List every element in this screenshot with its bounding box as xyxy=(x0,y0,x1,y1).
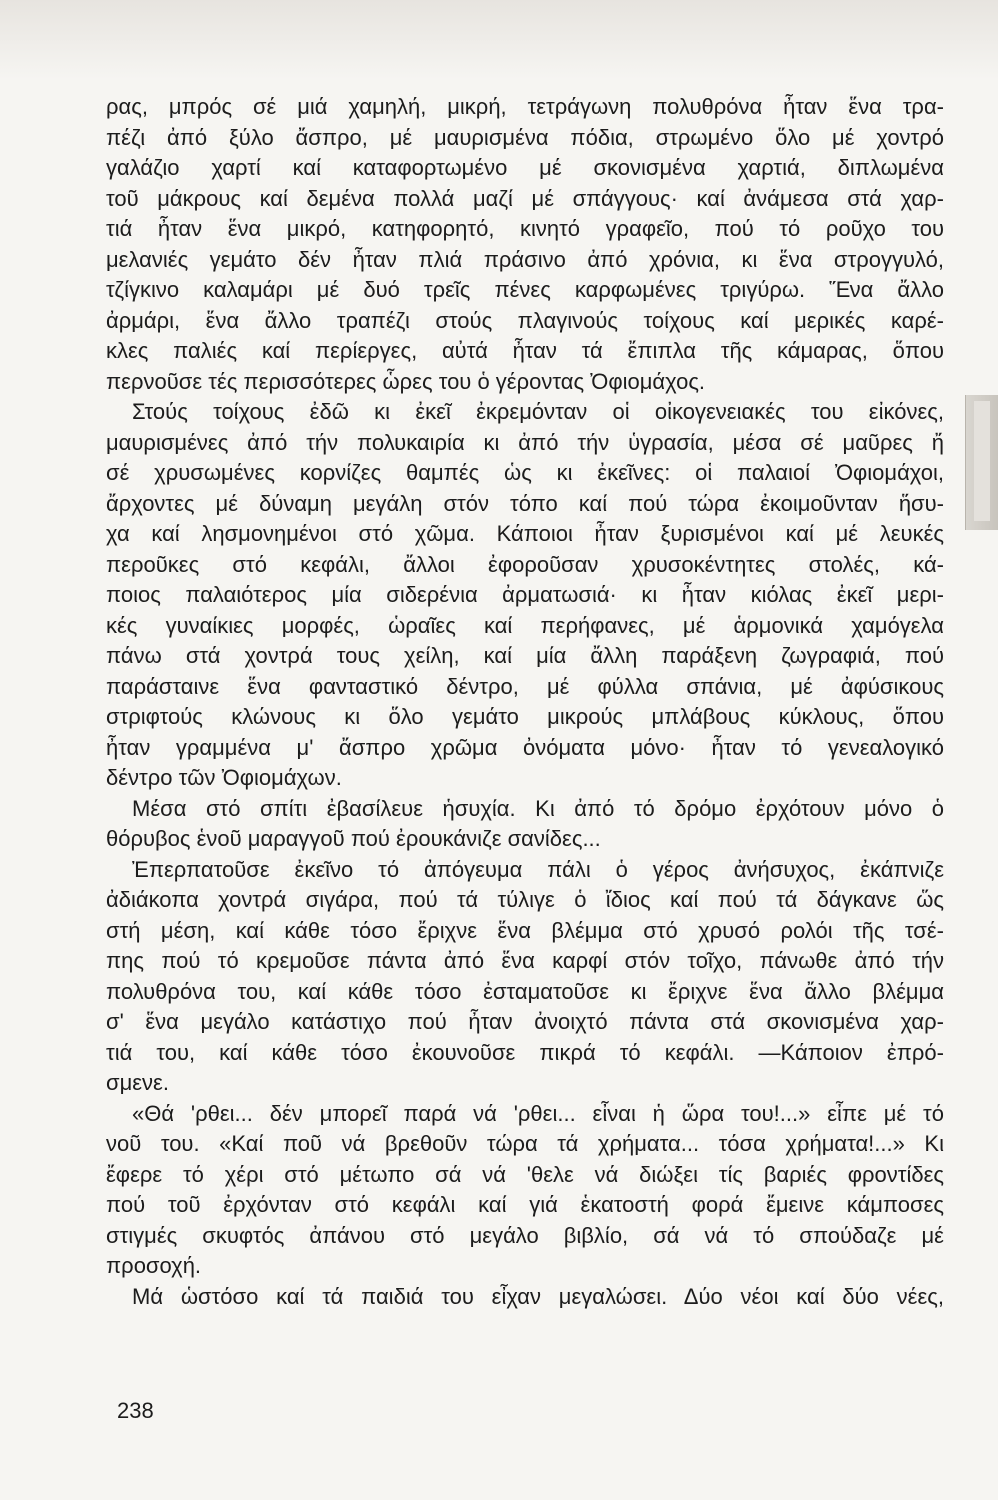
text-line: ἄρχοντες μέ δύναμη μεγάλη στόν τόπο καί πού τώρα ἐκοιμοῦνταν ἥσυ- xyxy=(106,490,944,516)
text-line: στιγμές σκυφτός ἀπάνου στό μεγάλο βιβλίο, σά νά τό σπούδαζε μέ xyxy=(106,1222,944,1248)
text-line: ἀρμάρι, ἕνα ἄλλο τραπέζι στούς πλαγινούς τοίχους καί μερικές καρέ- xyxy=(106,307,944,333)
text-line: παράσταινε ἕνα φανταστικό δέντρο, μέ φύλλα σπάνια, μέ ἀφύσικους xyxy=(106,673,944,699)
text-line: σέ χρυσωμένες κορνίζες θαμπές ὡς κι ἐκεῖνες: οἱ παλαιοί Ὀφιομάχοι, xyxy=(106,460,944,485)
text-line: σμενε. xyxy=(106,1070,169,1095)
text-line: θόρυβος ἑνοῦ μαραγγοῦ πού ἐρουκάνιζε σανίδες... xyxy=(106,826,601,851)
text-line: ρας, μπρός σέ μιά χαμηλή, μικρή, τετράγωνη πολυθρόνα ἦταν ἕνα τρα- xyxy=(106,94,944,119)
text-line: ἔφερε τό χέρι στό μέτωπο σά νά 'θελε νά διώξει τίς βαριές φροντίδες xyxy=(106,1161,944,1187)
text-line: μαυρισμένες ἀπό τήν πολυκαιρία κι ἀπό τήν ὑγρασία, μέσα σέ μαῦρες ἤ xyxy=(106,429,944,455)
text-line: περνοῦσε τές περισσότερες ὧρες του ὁ γέροντας Ὀφιομάχος. xyxy=(106,368,706,394)
text-line: στή μέση, καί κάθε τόσο ἔριχνε ἕνα βλέμμα στό χρυσό ρολόι τῆς τσέ- xyxy=(106,917,944,943)
text-line: μελανιές γεμάτο δέν ἦταν πλιά πράσινο ἀπό χρόνια, κι ἕνα στρογγυλό, xyxy=(106,246,944,272)
text-line: δέντρο τῶν Ὀφιομάχων. xyxy=(106,765,342,790)
text-line: κές γυναίκιες μορφές, ὡραῖες καί περήφανες, μέ ἁρμονικά χαμόγελα xyxy=(106,612,944,638)
text-line: τζίγκινο καλαμάρι μέ δυό τρεῖς πένες καρφωμένες τριγύρω. Ἕνα ἄλλο xyxy=(106,277,944,302)
text-line: σ' ἕνα μεγάλο κατάστιχο πού ἦταν ἀνοιχτό πάντα στά σκονισμένα χαρ- xyxy=(106,1009,944,1034)
text-line: τιά ἦταν ἕνα μικρό, κατηφορητό, κινητό γραφεῖο, πού τό ροῦχο του xyxy=(106,216,944,241)
text-line: ποιος παλαιότερος μία σιδερένια ἀρματωσιά· κι ἦταν κιόλας ἐκεῖ μερι- xyxy=(106,582,944,607)
text-line: πέζι ἀπό ξύλο ἄσπρο, μέ μαυρισμένα πόδια, στρωμένο ὅλο μέ χοντρό xyxy=(106,124,944,150)
text-line: πης πού τό κρεμοῦσε πάντα ἀπό ἕνα καρφί στόν τοῖχο, πάνωθε ἀπό τήν xyxy=(106,948,944,973)
text-line: προσοχή. xyxy=(106,1253,202,1278)
text-line: Στούς τοίχους ἐδῶ κι ἐκεῖ ἐκρεμόνταν οἱ οἰκογενειακές του εἰκόνες, xyxy=(132,399,944,424)
text-line: Ἐπερπατοῦσε ἐκεῖνο τό ἀπόγευμα πάλι ὁ γέρος ἀνήσυχος, ἐκάπνιζε xyxy=(132,856,944,882)
text-line: τιά του, καί κάθε τόσο ἐκουνοῦσε πικρά τό κεφάλι. —Κάποιον ἐπρό- xyxy=(106,1039,944,1065)
text-line: πολυθρόνα του, καί κάθε τόσο ἐσταματοῦσε κι ἔριχνε ἕνα ἄλλο βλέμμα xyxy=(106,978,944,1004)
text-line: «Θά 'ρθει... δέν μπορεῖ παρά νά 'ρθει... εἶναι ἡ ὥρα του!...» εἶπε μέ τό xyxy=(132,1100,944,1126)
text-line: ἀδιάκοπα χοντρά σιγάρα, πού τά τύλιγε ὁ ἴδιος καί πού τά δάγκανε ὥς xyxy=(106,887,944,912)
text-line: πάνω στά χοντρά τους χείλη, καί μία ἄλλη παράξενη ζωγραφιά, πού xyxy=(106,643,944,668)
text-line: ἦταν γραμμένα μ' ἄσπρο χρῶμα ὀνόματα μόνο· ἦταν τό γενεαλογικό xyxy=(106,734,944,760)
show-through-shadow xyxy=(0,0,998,80)
page-number: 238 xyxy=(117,1398,154,1423)
text-line: Μά ὡστόσο καί τά παιδιά του εἶχαν μεγαλώσει. Δύο νέοι καί δύο νέες, xyxy=(132,1283,944,1309)
text-line: στριφτούς κλώνους κι ὅλο γεμάτο μικρούς μπλάβους κύκλους, ὅπου xyxy=(106,704,944,729)
text-line: κλες παλιές καί περίεργες, αὐτά ἦταν τά ἔπιπλα τῆς κάμαρας, ὅπου xyxy=(106,338,944,363)
page-edge-tab xyxy=(965,395,998,530)
text-line: νοῦ του. «Καί ποῦ νά βρεθοῦν τώρα τά χρήματα... τόσα χρήματα!...» Κι xyxy=(106,1131,944,1156)
text-line: χα καί λησμονημένοι στό χῶμα. Κάποιοι ἦταν ξυρισμένοι καί μέ λευκές xyxy=(106,521,944,546)
text-line: πού τοῦ ἐρχόνταν στό κεφάλι καί γιά ἑκατοστή φορά ἔμεινε κάμποσες xyxy=(106,1192,944,1217)
text-line: περοῦκες στό κεφάλι, ἄλλοι ἐφοροῦσαν χρυσοκέντητες στολές, κά- xyxy=(106,551,944,577)
text-line: τοῦ μάκρους καί δεμένα πολλά μαζί μέ σπάγγους· καί ἀνάμεσα στά χαρ- xyxy=(106,185,944,211)
text-line: Μέσα στό σπίτι ἐβασίλευε ἡσυχία. Κι ἀπό τό δρόμο ἐρχότουν μόνο ὁ xyxy=(132,795,944,821)
text-line: γαλάζιο χαρτί καί καταφορτωμένο μέ σκονισμένα χαρτιά, διπλωμένα xyxy=(106,155,944,180)
body-text xyxy=(106,92,944,1312)
